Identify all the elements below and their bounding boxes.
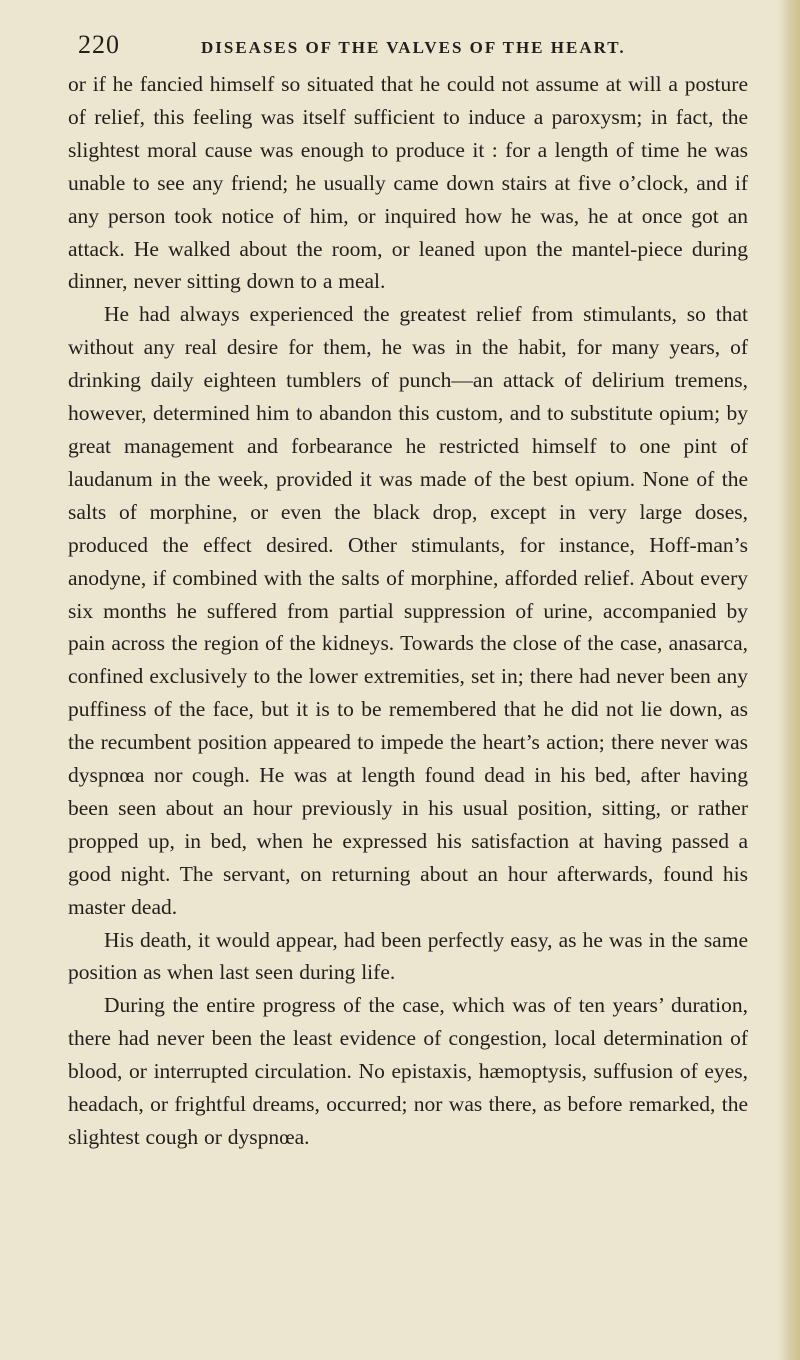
running-head: DISEASES OF THE VALVES OF THE HEART.: [201, 38, 626, 57]
paragraph-3: His death, it would appear, had been perfectly easy, as he was in the same position as when last seen during life.: [68, 927, 748, 985]
page-header: [68, 30, 748, 70]
page-edge-shadow: [778, 0, 800, 1360]
paragraph-1: or if he fancied himself so situated that he could not assume at will a posture of relief, this feeling was itself sufficient to induce a paroxysm; in fact, the slightest moral cause was enough to produce it : for a length of time he was unable to see any friend; he usually came down stairs at five o’clock, and if any person took notice of him, or inquired how he was, he at once got an attack. He walked about the room, or leaned upon the mantel-piece during dinner, never sitting down to a meal.: [68, 72, 748, 294]
paragraph-2: He had always experienced the greatest relief from stimulants, so that without any real desire for them, he was in the habit, for many years, of drinking daily eighteen tumblers of punch—an attack of delirium tremens, however, determined him to abandon this custom, and to substitute opium; by great management and forbearance he restricted himself to one pint of laudanum in the week, provided it was made of the best opium. None of the salts of morphine, or even the black drop, except in very large doses, produced the effect desired. Other stimulants, for instance, Hoff-man’s anodyne, if combined with the salts of morphine, afforded relief. About every six months he suffered from partial suppression of urine, accompanied by pain across the region of the kidneys. Towards the close of the case, anasarca, confined exclusively to the lower extremities, set in; there had never been any puffiness of the face, but it is to be remembered that he did not lie down, as the recumbent position appeared to impede the heart’s action; there never was dyspnœa nor cough. He was at length found dead in his bed, after having been seen about an hour previously in his usual position, sitting, or rather propped up, in bed, when he expressed his satisfaction at having passed a good night. The servant, on returning about an hour afterwards, found his master dead.: [68, 302, 748, 919]
page-number: 220: [78, 30, 120, 59]
book-page: [68, 30, 748, 1149]
body-text: [68, 68, 748, 1154]
paragraph-4: During the entire progress of the case, which was of ten years’ duration, there had never been the least evidence of congestion, local determination of blood, or interrupted circulation. No epistaxis, hæmoptysis, suffusion of eyes, headach, or frightful dreams, occurred; nor was there, as before remarked, the slightest cough or dyspnœa.: [68, 993, 748, 1149]
